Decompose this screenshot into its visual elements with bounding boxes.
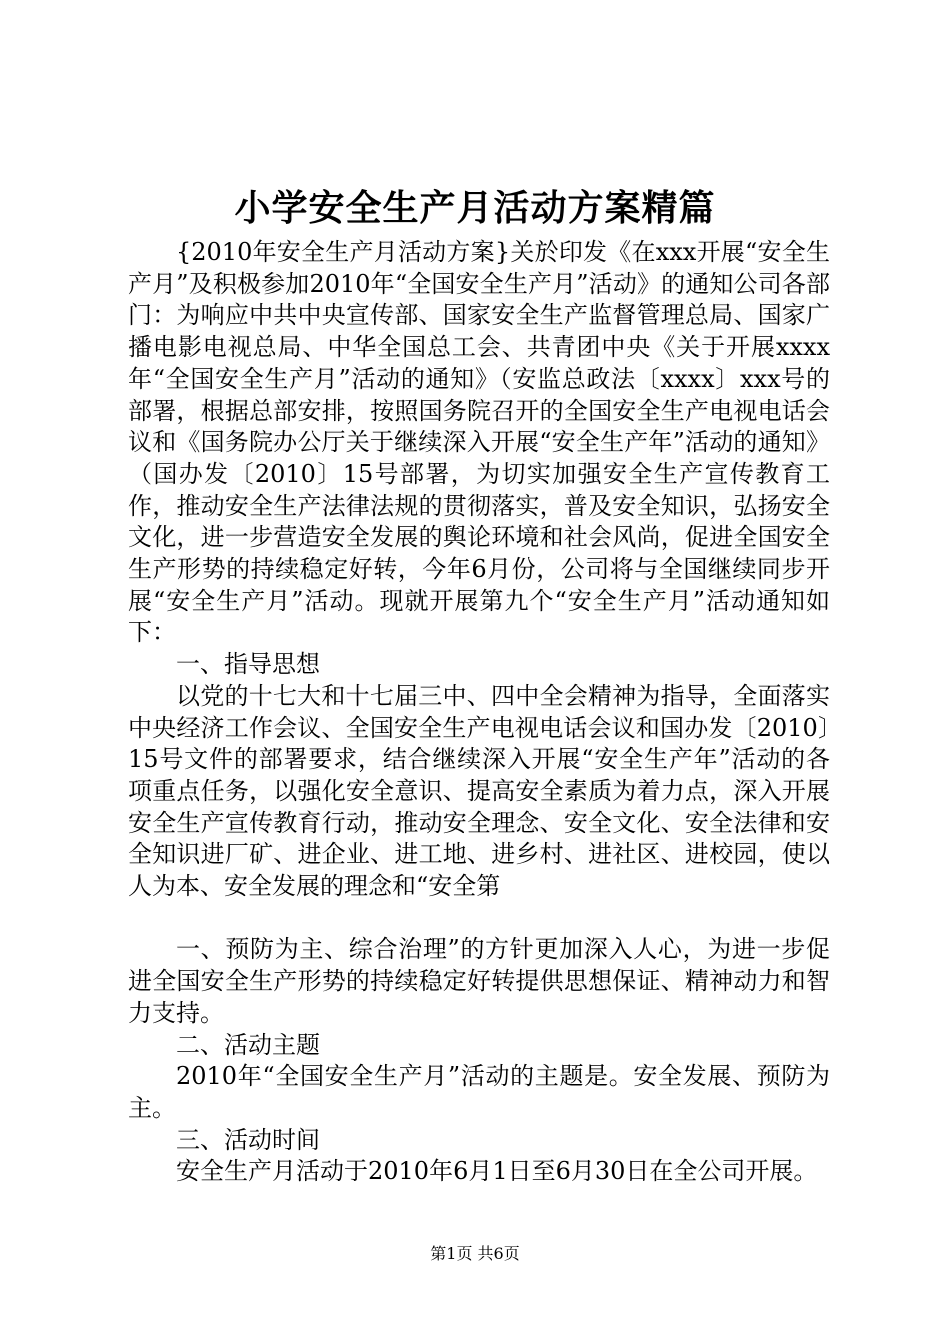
guiding-ideology-paragraph: 以党的十七大和十七届三中、四中全会精神为指导，全面落实中央经济工作会议、全国安全生产电视电话会议和国办发〔2010〕15号文件的部署要求，结合继续深入开展“安全生产年”活动的各项重点任务，以强化安全意识、提高安全素质为着力点，深入开展安全生产宣传教育行动，推动安全理念、安全文化、安全法律和安全知识进厂矿、进企业、进工地、进乡村、进社区、进校园，使以人为本、安全发展的理念和“安全第: [128, 681, 830, 901]
document-body: [128, 237, 830, 1188]
activity-theme-paragraph: 2010年“全国安全生产月”活动的主题是。安全发展、预防为主。: [128, 1062, 830, 1122]
section-heading-activity-time: 三、活动时间: [176, 1125, 320, 1154]
document-title: 小学安全生产月活动方案精篇: [234, 187, 716, 229]
section-heading-activity-theme: 二、活动主题: [176, 1030, 320, 1059]
guiding-ideology-continuation: 一、预防为主、综合治理”的方针更加深入人心，为进一步促进全国安全生产形势的持续稳定好转提供思想保证、精神动力和智力支持。: [128, 935, 830, 1027]
intro-paragraph: {2010年安全生产月活动方案}关於印发《在xxx开展“安全生产月”及积极参加2010年“全国安全生产月”活动》的通知公司各部门：为响应中共中央宣传部、国家安全生产监督管理总局、国家广播电影电视总局、中华全国总工会、共青团中央《关于开展xxxx年“全国安全生产月”活动的通知》（安监总政法〔xxxx〕xxx号的部署，根据总部安排，按照国务院召开的全国安全生产电视电话会议和《国务院办公厅关于继续深入开展“安全生产年”活动的通知》（国办发〔2010〕15号部署，为切实加强安全生产宣传教育工作，推动安全生产法律法规的贯彻落实，普及安全知识，弘扬安全文化，进一步营造安全发展的舆论环境和社会风尚，促进全国安全生产形势的持续稳定好转，今年6月份，公司将与全国继续同步开展“安全生产月”活动。现就开展第九个“安全生产月”活动通知如下：: [128, 238, 830, 647]
section-heading-guiding-ideology: 一、指导思想: [176, 650, 320, 679]
activity-time-paragraph: 安全生产月活动于2010年6月1日至6月30日在全公司开展。: [176, 1157, 818, 1186]
page-footer: 第1页 共6页: [430, 1244, 520, 1263]
